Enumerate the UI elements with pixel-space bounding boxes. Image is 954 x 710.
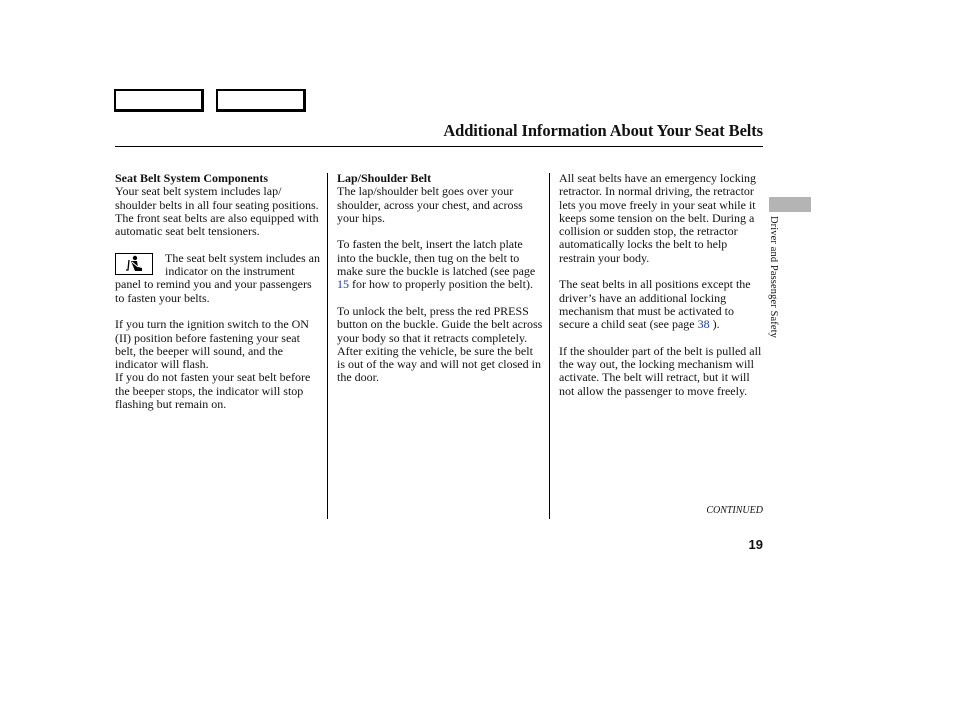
paragraph: Your seat belt system includes lap/ shoulder belts in all four seating positions. The front seat belts are also equipped with automatic seat belt tensioners. — [115, 184, 319, 239]
nav-button-next[interactable] — [216, 89, 306, 112]
column-1 — [115, 172, 321, 411]
paragraph: If the shoulder part of the belt is pulled all the way out, the locking mechanism will activate. The belt will retract, but it will not allow the passenger to move freely. — [559, 343, 762, 398]
paragraph-text: ). — [709, 317, 720, 332]
indicator-block — [115, 252, 321, 305]
column-3 — [559, 172, 765, 398]
page-title: Additional Information About Your Seat Belts — [443, 121, 763, 140]
paragraph-text: The seat belts in all positions except the driver’s have an additional locking mechanism that must be activated to secure a child seat (see page — [559, 277, 751, 332]
section-tab[interactable] — [769, 197, 811, 212]
paragraph — [337, 238, 543, 291]
paragraph: The lap/shoulder belt goes over your shoulder, across your chest, and across your hips. — [337, 184, 523, 225]
section-heading-lap-shoulder: Lap/Shoulder Belt — [337, 171, 432, 185]
nav-button-previous[interactable] — [114, 89, 204, 112]
paragraph: To unlock the belt, press the red PRESS button on the buckle. Guide the belt across your body so that it retracts completely. After exiting the vehicle, be sure the belt is out of the way and will not get closed in the door. — [337, 303, 543, 385]
column-divider-2 — [549, 173, 550, 519]
continued-label: CONTINUED — [706, 505, 763, 516]
section-heading-components: Seat Belt System Components — [115, 171, 268, 185]
paragraph-text: for how to properly position the belt). — [349, 277, 533, 292]
column-divider-1 — [327, 173, 328, 519]
page-link-15[interactable]: 15 — [337, 277, 349, 292]
paragraph: The seat belt system includes an indicator on the instrument panel to remind you and your passengers to fasten your belts. — [115, 250, 320, 305]
section-tab-label: Driver and Passenger Safety — [768, 216, 779, 338]
paragraph: If you do not fasten your seat belt before the beeper stops, the indicator will stop flashing but remain on. — [115, 370, 311, 412]
paragraph: All seat belts have an emergency locking retractor. In normal driving, the retractor lets you move freely in your seat while it keeps some tension on the belt. During a collision or sudden stop, the retractor automatically locks the belt to help restrain your body. — [559, 171, 757, 265]
seat-belt-reminder-icon — [115, 253, 153, 275]
column-2 — [337, 172, 543, 385]
paragraph: If you turn the ignition switch to the ON (II) position before fastening your seat belt, the beeper will sound, and the indicator will flash. — [115, 317, 309, 372]
title-divider — [115, 146, 763, 147]
page-link-38[interactable]: 38 — [697, 317, 710, 332]
page-number: 19 — [748, 537, 763, 552]
paragraph-text: To fasten the belt, insert the latch plate into the buckle, then tug on the belt to make sure the buckle is latched (see page — [337, 237, 536, 279]
paragraph — [559, 278, 765, 331]
